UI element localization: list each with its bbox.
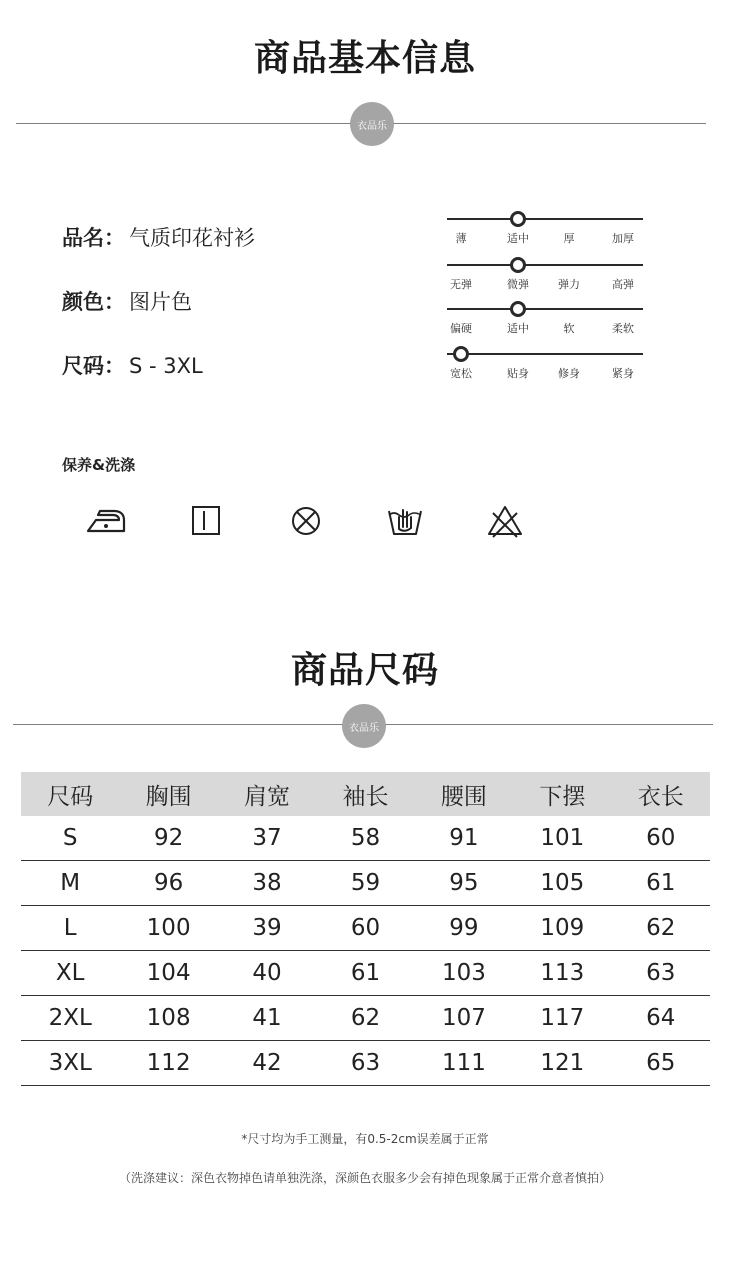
size-cell: 96 [119, 861, 217, 906]
size-cell: 108 [119, 996, 217, 1041]
size-cell: 61 [612, 861, 710, 906]
size-cell: 95 [415, 861, 513, 906]
scale-line-3 [447, 308, 643, 310]
size-cell: 59 [316, 861, 414, 906]
size-cell: L [21, 906, 119, 951]
scale-indicator-2 [510, 257, 526, 273]
size-cell: 38 [218, 861, 316, 906]
size-table [21, 772, 710, 1086]
table-row [21, 861, 710, 906]
table-row [21, 996, 710, 1041]
size-cell: 121 [513, 1041, 611, 1086]
size-header-cell: 肩宽 [218, 772, 316, 816]
scale-label: 无弹 [450, 278, 472, 291]
scale-label: 高弹 [612, 278, 634, 291]
scale-label: 加厚 [612, 232, 634, 245]
scale-label: 紧身 [612, 367, 634, 380]
table-row [21, 906, 710, 951]
scale-label: 弹力 [558, 278, 580, 291]
scale-label: 微弹 [507, 278, 529, 291]
size-header-cell: 袖长 [316, 772, 414, 816]
scale-indicator-1 [510, 211, 526, 227]
table-row [21, 816, 710, 861]
size-cell: 41 [218, 996, 316, 1041]
size-header-cell: 衣长 [612, 772, 710, 816]
product-color-row [62, 286, 192, 316]
size-cell: 2XL [21, 996, 119, 1041]
scale-label: 薄 [455, 232, 467, 245]
size-table-header [21, 772, 710, 816]
size-cell: 3XL [21, 1041, 119, 1086]
size-cell: 63 [612, 951, 710, 996]
size-cell: 60 [612, 816, 710, 861]
size-cell: 112 [119, 1041, 217, 1086]
size-cell: 39 [218, 906, 316, 951]
size-cell: 109 [513, 906, 611, 951]
scale-label: 柔软 [612, 322, 634, 335]
size-cell: 101 [513, 816, 611, 861]
size-cell: 107 [415, 996, 513, 1041]
size-cell: 60 [316, 906, 414, 951]
size-cell: 63 [316, 1041, 414, 1086]
scale-label: 软 [563, 322, 575, 335]
product-size-row [62, 350, 203, 380]
size-cell: 64 [612, 996, 710, 1041]
size-brand-badge: 衣品乐 [342, 704, 386, 748]
size-cell: 65 [612, 1041, 710, 1086]
size-header-cell: 胸围 [119, 772, 217, 816]
hand-wash-icon [383, 503, 427, 539]
size-header-cell: 下摆 [513, 772, 611, 816]
size-cell: 99 [415, 906, 513, 951]
size-cell: 91 [415, 816, 513, 861]
size-cell: M [21, 861, 119, 906]
do-not-bleach-icon [483, 503, 527, 539]
scale-indicator-3 [510, 301, 526, 317]
size-cell: 61 [316, 951, 414, 996]
page-title: 商品基本信息 [253, 38, 476, 79]
do-not-dry-clean-icon [284, 503, 328, 539]
size-cell: 111 [415, 1041, 513, 1086]
size-cell: 103 [415, 951, 513, 996]
size-cell: 40 [218, 951, 316, 996]
iron-low-heat-icon [84, 503, 128, 539]
size-cell: 62 [316, 996, 414, 1041]
size-cell: S [21, 816, 119, 861]
size-cell: 113 [513, 951, 611, 996]
brand-badge: 衣品乐 [350, 102, 394, 146]
size-cell: 37 [218, 816, 316, 861]
size-header-cell: 尺码 [21, 772, 119, 816]
scale-line-1 [447, 218, 643, 220]
care-title: 保养&洗涤 [62, 456, 136, 474]
scale-label: 偏硬 [450, 322, 472, 335]
product-size-value: S - 3XL [129, 354, 203, 378]
scale-label: 贴身 [507, 367, 529, 380]
line-dry-icon [184, 503, 228, 539]
product-name-row [62, 222, 255, 252]
size-cell: 62 [612, 906, 710, 951]
product-color-value: 图片色 [129, 290, 192, 314]
size-section-title: 商品尺码 [290, 650, 439, 691]
size-cell: 92 [119, 816, 217, 861]
scale-label: 厚 [563, 232, 575, 245]
scale-label: 适中 [507, 322, 529, 335]
size-header-cell: 腰围 [415, 772, 513, 816]
scale-line-2 [447, 264, 643, 266]
size-cell: 104 [119, 951, 217, 996]
size-cell: 100 [119, 906, 217, 951]
size-cell: 105 [513, 861, 611, 906]
size-cell: 58 [316, 816, 414, 861]
size-cell: 42 [218, 1041, 316, 1086]
size-cell: 117 [513, 996, 611, 1041]
table-row [21, 951, 710, 996]
product-color-label: 颜色： [62, 290, 125, 314]
product-name-label: 品名： [62, 226, 125, 250]
size-cell: XL [21, 951, 119, 996]
measure-note: *尺寸均为手工测量，有0.5-2cm误差属于正常 [241, 1132, 489, 1146]
scale-line-4 [447, 353, 643, 355]
scale-label: 宽松 [450, 367, 472, 380]
product-size-label: 尺码： [62, 354, 125, 378]
scale-label: 适中 [507, 232, 529, 245]
wash-note: （洗涤建议：深色衣物掉色请单独洗涤，深颜色衣服多少会有掉色现象属于正常介意者慎拍） [118, 1171, 611, 1185]
table-row [21, 1041, 710, 1086]
scale-indicator-4 [453, 346, 469, 362]
scale-label: 修身 [558, 367, 580, 380]
product-name-value: 气质印花衬衫 [129, 226, 255, 250]
